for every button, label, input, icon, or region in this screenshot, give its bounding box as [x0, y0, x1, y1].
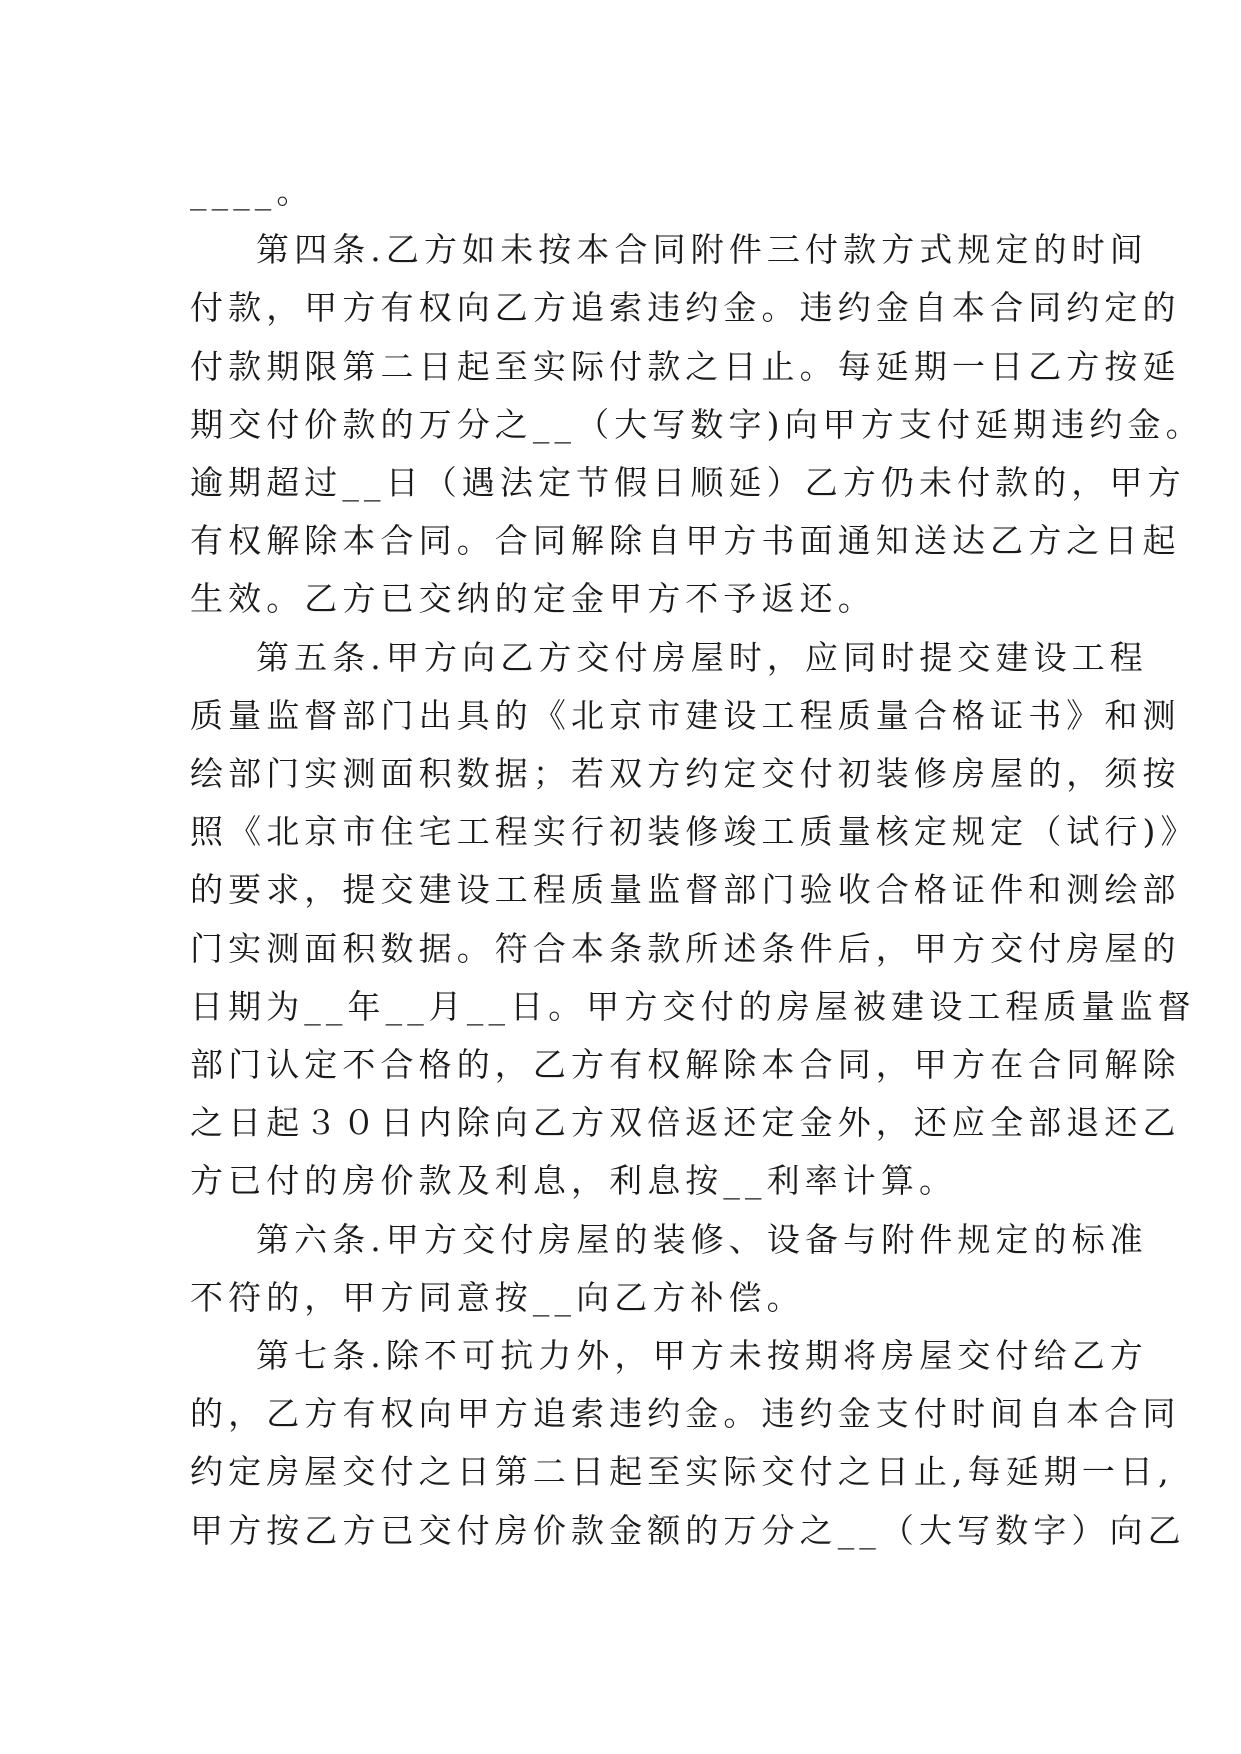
- text-line: 的要求，提交建设工程质量监督部门验收合格证件和测绘部: [190, 870, 1181, 910]
- text-line: 日期为__年__月__日。甲方交付的房屋被建设工程质量监督: [190, 986, 1196, 1026]
- text-line: 第七条.除不可抗力外，甲方未按期将房屋交付给乙方: [256, 1336, 1148, 1376]
- text-line: 的，乙方有权向甲方追索违约金。违约金支付时间自本合同: [190, 1394, 1181, 1434]
- text-line: 第四条.乙方如未按本合同附件三付款方式规定的时间: [256, 230, 1148, 270]
- text-line: 甲方按乙方已交付房价款金额的万分之__（大写数字）向乙: [190, 1510, 1186, 1550]
- paragraph-article-4: [190, 221, 1204, 628]
- text-line: 不符的，甲方同意按__向乙方补偿。: [190, 1277, 805, 1317]
- text-line: 第五条.甲方向乙方交付房屋时，应同时提交建设工程: [256, 637, 1148, 677]
- text-line: 生效。乙方已交纳的定金甲方不予返还。: [190, 579, 876, 619]
- text-line: 有权解除本合同。合同解除自甲方书面通知送达乙方之日起: [190, 521, 1181, 561]
- text-line: 付款期限第二日起至实际付款之日止。每延期一日乙方按延: [190, 346, 1181, 386]
- text-line: 门实测面积数据。符合本条款所述条件后，甲方交付房屋的: [190, 928, 1181, 968]
- text-line: 约定房屋交付之日第二日起至实际交付之日止,每延期一日,: [190, 1452, 1174, 1492]
- text-line: 之日起３０日内除向乙方双倍返还定金外，还应全部退还乙: [190, 1103, 1181, 1143]
- paragraph-article-5: [190, 629, 1199, 1211]
- document-page: [190, 163, 1204, 1560]
- text-line: 绘部门实测面积数据；若双方约定交付初装修房屋的，须按: [190, 754, 1181, 794]
- paragraph-article-6: [190, 1211, 1148, 1327]
- paragraph-article-7: [190, 1327, 1186, 1560]
- text-line: 部门认定不合格的，乙方有权解除本合同，甲方在合同解除: [190, 1045, 1181, 1085]
- text-line: 逾期超过__日（遇法定节假日顺延）乙方仍未付款的，甲方: [190, 463, 1186, 503]
- text-line: 质量监督部门出具的《北京市建设工程质量合格证书》和测: [190, 695, 1181, 735]
- paragraph-continuation: [190, 163, 1056, 221]
- text-line: 第六条.甲方交付房屋的装修、设备与附件规定的标准: [256, 1219, 1148, 1259]
- text-line: 方已付的房价款及利息，利息按__利率计算。: [190, 1161, 958, 1201]
- text-line: 照《北京市住宅工程实行初装修竣工质量核定规定（试行)》: [190, 812, 1199, 852]
- text-line: ____。: [190, 172, 315, 211]
- text-line: 付款，甲方有权向乙方追索违约金。违约金自本合同约定的: [190, 288, 1181, 328]
- text-line: 期交付价款的万分之__（大写数字)向甲方支付延期违约金。: [190, 404, 1204, 444]
